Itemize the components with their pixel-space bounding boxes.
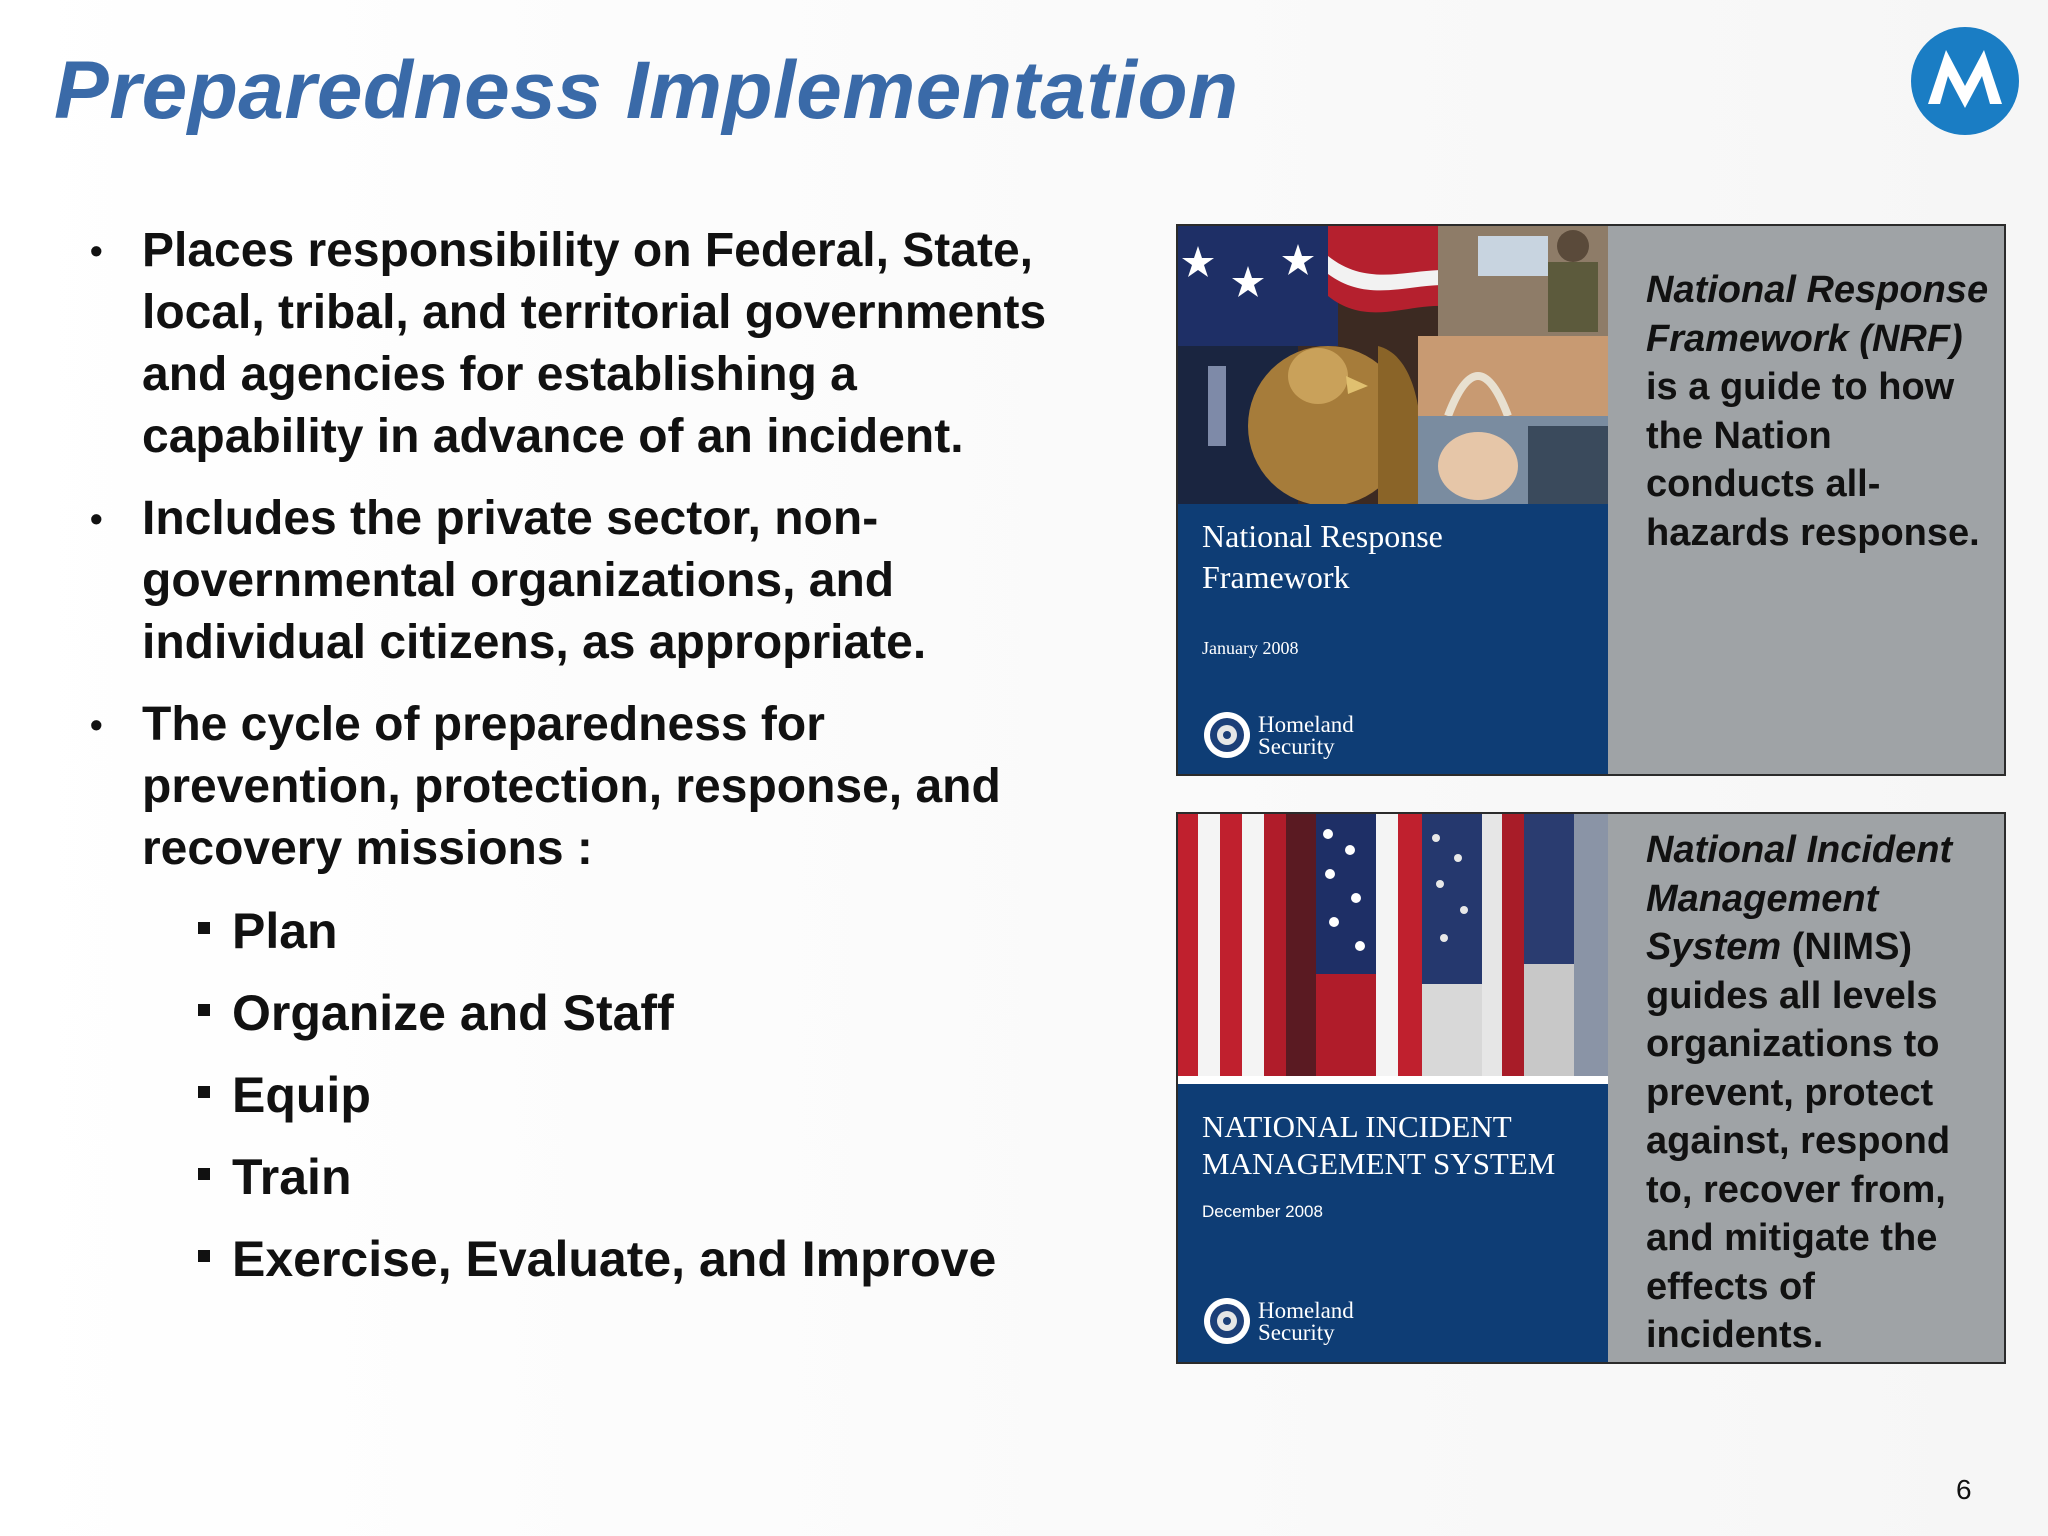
dhs-logo: [1202, 1296, 1442, 1352]
sub-bullet-item: [84, 982, 1084, 1044]
sub-bullet-list: [84, 900, 1084, 1290]
sub-bullet-text: Exercise, Evaluate, and Improve: [232, 1231, 997, 1287]
square-bullet-icon: [198, 1004, 210, 1016]
dhs-seal-icon: [1202, 710, 1252, 760]
nrf-cover: [1178, 226, 1608, 774]
nrf-description-text: is a guide to how the Nation conducts all-hazards response.: [1646, 366, 1980, 554]
nrf-description-name: National Response Framework (NRF): [1646, 269, 1989, 360]
nrf-cover-date: January 2008: [1202, 638, 1299, 658]
bullet-text: Includes the private sector, non-governmental organizations, and individual citizens, as appropriate.: [142, 492, 927, 669]
sub-bullet-item: [84, 900, 1084, 962]
sub-bullet-item: [84, 1228, 1084, 1290]
square-bullet-icon: [198, 1168, 210, 1180]
dhs-seal-icon: [1202, 1296, 1252, 1346]
nims-description-text: (NIMS) guides all levels organizations to prevent, protect against, respond to, recover from, and mitigate the effects of incidents.: [1646, 926, 1951, 1356]
dhs-line: Security: [1258, 1320, 1335, 1345]
bullet-list: [84, 220, 1084, 1310]
sub-bullet-text: Organize and Staff: [232, 985, 674, 1041]
dhs-line: Homeland: [1258, 712, 1354, 737]
sub-bullet-item: [84, 1146, 1084, 1208]
nrf-description: [1646, 266, 1998, 557]
dhs-logo-text: [1258, 714, 1354, 758]
bullet-item: [84, 220, 1084, 468]
nims-cover-flag-photo: [1178, 814, 1608, 1076]
square-bullet-icon: [198, 1086, 210, 1098]
cover-title-line: National Response: [1202, 518, 1443, 554]
sub-bullet-text: Plan: [232, 903, 338, 959]
nrf-cover-title: [1202, 516, 1443, 598]
sub-bullet-item: [84, 1064, 1084, 1126]
sub-bullet-text: Train: [232, 1149, 352, 1205]
nrf-panel: [1176, 224, 2006, 776]
bullet-item: [84, 694, 1084, 880]
bullet-dot-icon: •: [90, 704, 103, 745]
nims-panel: [1176, 812, 2006, 1364]
motorola-logo-icon: [1910, 26, 2020, 136]
slide-title: Preparedness Implementation: [54, 45, 1239, 136]
cover-title-line: MANAGEMENT SYSTEM: [1202, 1146, 1556, 1181]
cover-divider: [1178, 1076, 1608, 1084]
bullet-text: Places responsibility on Federal, State, local, tribal, and territorial governments and agencies for establishing a capability in advance of an incident.: [142, 224, 1047, 463]
square-bullet-icon: [198, 1250, 210, 1262]
dhs-logo: [1202, 710, 1442, 766]
nims-cover-date: December 2008: [1202, 1202, 1323, 1221]
sub-bullet-text: Equip: [232, 1067, 371, 1123]
nims-description-name: National Incident Management System: [1646, 829, 1953, 968]
nims-description: [1646, 826, 1998, 1360]
cover-title-line: Framework: [1202, 559, 1350, 595]
nims-cover: [1178, 814, 1608, 1362]
bullet-item: [84, 488, 1084, 674]
bullet-dot-icon: •: [90, 230, 103, 271]
cover-title-line: NATIONAL INCIDENT: [1202, 1109, 1512, 1144]
square-bullet-icon: [198, 922, 210, 934]
dhs-logo-text: [1258, 1300, 1354, 1344]
dhs-line: Homeland: [1258, 1298, 1354, 1323]
bullet-text: The cycle of preparedness for prevention, protection, response, and recovery missions :: [142, 698, 1001, 875]
bullet-dot-icon: •: [90, 498, 103, 539]
nrf-cover-photo-collage: [1178, 226, 1608, 504]
page-number: 6: [1956, 1474, 1972, 1505]
nims-cover-title: [1202, 1108, 1555, 1182]
dhs-line: Security: [1258, 734, 1335, 759]
